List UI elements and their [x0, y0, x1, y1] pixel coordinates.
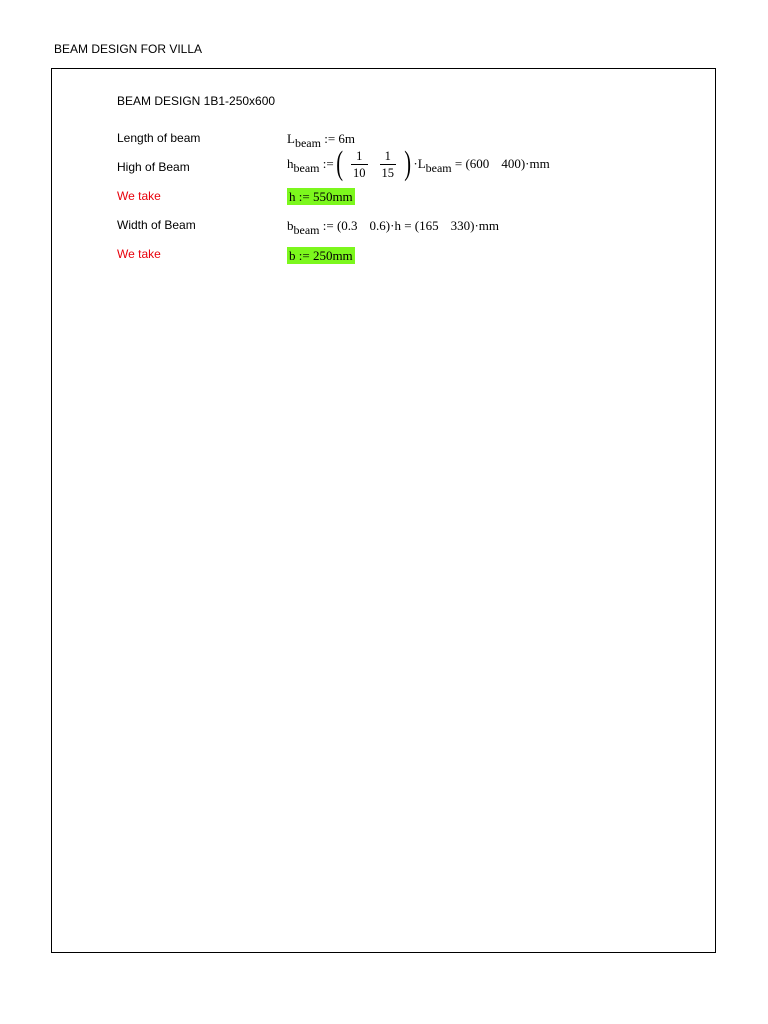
- width-expression[interactable]: [287, 218, 499, 237]
- length-sub: beam: [294, 136, 321, 150]
- length-label: Length of beam: [117, 131, 201, 145]
- height-var: h: [287, 156, 294, 171]
- width-var: b: [287, 218, 294, 233]
- width-expr-2: 0.6)·h = (165: [369, 218, 439, 233]
- height-assign: :=: [322, 156, 334, 171]
- length-var: L: [287, 131, 295, 146]
- take-h-expression[interactable]: [287, 189, 355, 205]
- width-label: Width of Beam: [117, 218, 196, 232]
- fraction-1: [351, 149, 368, 180]
- fraction-1-den: 10: [353, 165, 366, 180]
- height-var-group: [287, 156, 320, 175]
- take-h-value: h := 550mm: [289, 189, 353, 204]
- length-value: := 6m: [324, 131, 356, 146]
- height-times: ·L: [413, 156, 426, 171]
- take-b-label: We take: [117, 247, 161, 261]
- height-times-group: [413, 156, 452, 175]
- document-title: BEAM DESIGN FOR VILLA: [54, 42, 203, 56]
- fraction-2-num: 1: [380, 149, 397, 165]
- take-b-expression[interactable]: [287, 248, 355, 264]
- width-expr-1: := (0.3: [322, 218, 358, 233]
- right-paren: ): [404, 145, 412, 182]
- height-times-sub: beam: [425, 161, 452, 175]
- width-sub: beam: [293, 223, 320, 237]
- height-result-close: 400)·mm: [501, 156, 550, 171]
- take-b-value: b := 250mm: [289, 248, 353, 263]
- fraction-1-num: 1: [351, 149, 368, 165]
- width-expr-3: 330)·mm: [450, 218, 499, 233]
- left-paren: (: [335, 145, 343, 182]
- height-result-open: = (600: [454, 156, 490, 171]
- section-title: BEAM DESIGN 1B1-250x600: [117, 94, 276, 108]
- height-expression[interactable]: [287, 147, 550, 181]
- height-sub: beam: [293, 161, 320, 175]
- height-label: High of Beam: [117, 160, 190, 174]
- length-expression[interactable]: [287, 131, 356, 150]
- fraction-2-den: 15: [381, 165, 395, 180]
- take-h-label: We take: [117, 189, 161, 203]
- fraction-2: [380, 149, 397, 180]
